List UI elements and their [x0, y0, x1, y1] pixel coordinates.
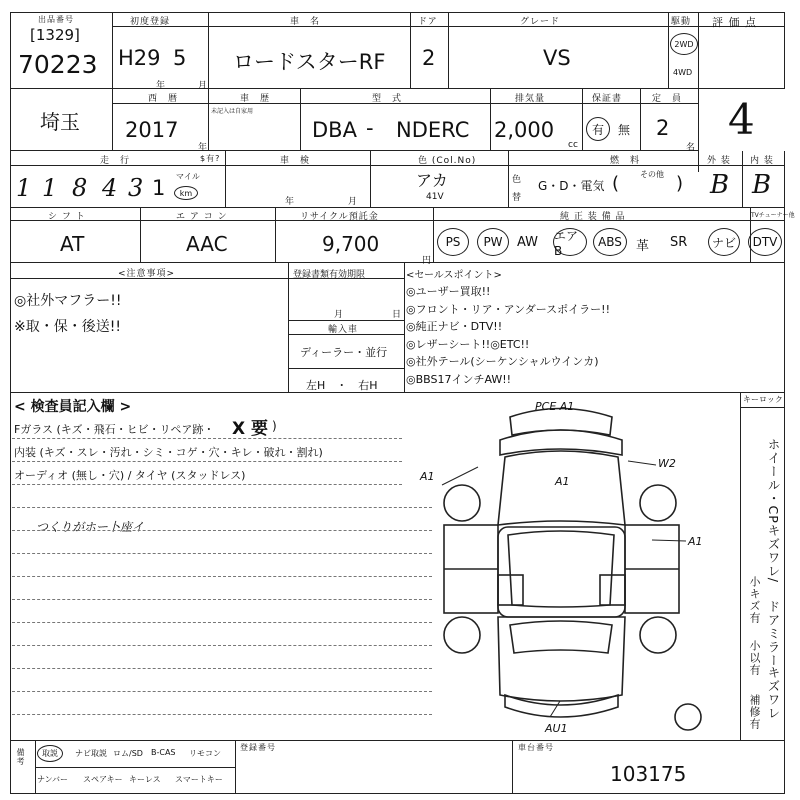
- first-reg-era: H29: [118, 46, 161, 70]
- spare-circle: [675, 704, 701, 730]
- exterior-grade: B: [710, 170, 730, 200]
- model-label: 車 名: [290, 17, 321, 27]
- equipment-item: ナビ: [708, 228, 740, 256]
- row4: [10, 208, 785, 263]
- type-code: NDERC: [396, 118, 470, 142]
- sales-point: ◎BBS17インチAW!!: [406, 372, 512, 386]
- first-reg-label: 初度登録: [130, 17, 171, 27]
- drive-4wd: 4WD: [673, 68, 693, 77]
- equipment-item: PS: [437, 228, 469, 256]
- glass-mark: X 要: [232, 419, 269, 439]
- footer-item: スペアキー: [83, 775, 123, 784]
- score-label: 評 価 点: [712, 16, 757, 29]
- mileage-digits: 1 1 8 4 3 1: [16, 174, 166, 202]
- lot-number: 70223: [18, 50, 98, 79]
- drive-2wd-circle: 2WD: [670, 33, 698, 55]
- displacement-value: 2,000: [494, 118, 555, 142]
- grade-value: VS: [543, 46, 571, 70]
- sales-point: ◎ユーザー買取!!: [406, 285, 491, 298]
- mark-right: W2: [658, 457, 676, 470]
- equipment-item: AW: [517, 235, 539, 250]
- grade-label: グレード: [520, 17, 561, 27]
- year-value: 2017: [125, 118, 179, 142]
- footer-item: キーレス: [129, 775, 161, 784]
- equipment-item: ABS: [593, 228, 627, 256]
- equipment-item: PW: [477, 228, 509, 256]
- handwritten-note: つくりがホー卜座イ: [36, 520, 145, 534]
- mark-front: AU1: [545, 722, 568, 735]
- equipment-item: SR: [670, 235, 688, 250]
- mark-trunk: A1: [555, 475, 570, 488]
- roof: [498, 527, 625, 617]
- wheel-rr: [640, 485, 676, 521]
- footer-item: 取説: [37, 745, 63, 762]
- doors-value: 2: [422, 46, 436, 70]
- drive-label: 駆動: [671, 17, 692, 27]
- sales-point: ◎レザーシート!!◎ETC!!: [406, 337, 530, 351]
- equipment-item: DTV: [748, 228, 782, 256]
- sales-point: ◎純正ナビ・DTV!!: [406, 320, 503, 333]
- doors-label: ドア: [418, 17, 438, 27]
- equipment-item: 革: [636, 239, 650, 254]
- notes-block: [10, 263, 785, 393]
- mark-left: A1: [420, 470, 435, 483]
- wheel-fl: [444, 617, 480, 653]
- type-prefix: DBA: [312, 118, 357, 142]
- footer-item: スマートキー: [175, 775, 223, 784]
- footer-item: B-CAS: [151, 748, 176, 757]
- wheel-rl: [444, 485, 480, 521]
- car-damage-diagram: [400, 395, 735, 740]
- model-name: ロードスターRF: [233, 50, 386, 74]
- shift-value: AT: [60, 232, 85, 256]
- score-value: 4: [728, 95, 755, 144]
- trunk: [498, 451, 625, 525]
- sales-point: ◎フロント・リア・アンダースポイラー!!: [406, 302, 610, 316]
- warranty-yes-circle: 有: [586, 117, 610, 141]
- color-no: 41V: [426, 192, 444, 202]
- mark-spoiler: PCE A1: [535, 400, 575, 413]
- chassis-number: 103175: [610, 762, 687, 786]
- equipment-item: エアB: [553, 228, 587, 256]
- footer-item: リモコン: [189, 749, 221, 758]
- footer-item: ロム/SD: [113, 749, 143, 758]
- caution-2: ※取・保・後送!!: [14, 319, 121, 335]
- recycle-value: 9,700: [322, 232, 380, 256]
- lot-code: [1329]: [30, 26, 80, 44]
- region-value: 埼玉: [40, 110, 80, 134]
- footer-item: ナンバー: [37, 775, 69, 784]
- first-reg-month: 5: [173, 46, 187, 70]
- sales-point: ◎社外テール(シーケンシャルウインカ): [406, 355, 599, 368]
- wheel-fr: [640, 617, 676, 653]
- hood: [498, 617, 625, 701]
- inspector-title: < 検査員記入欄 >: [14, 399, 132, 415]
- region-label: 出品番号: [38, 15, 74, 24]
- footer-item: ナビ取説: [75, 749, 107, 758]
- capacity-value: 2: [656, 116, 670, 140]
- caution-1: ◎社外マフラー!!: [14, 293, 122, 309]
- km-circle: km: [174, 186, 198, 200]
- interior-grade: B: [752, 170, 772, 200]
- color-value: アカ: [416, 171, 448, 190]
- aircon-value: AAC: [186, 232, 228, 256]
- fuel-options: G・D・電気: [538, 179, 605, 193]
- mark-right-door: A1: [688, 535, 703, 548]
